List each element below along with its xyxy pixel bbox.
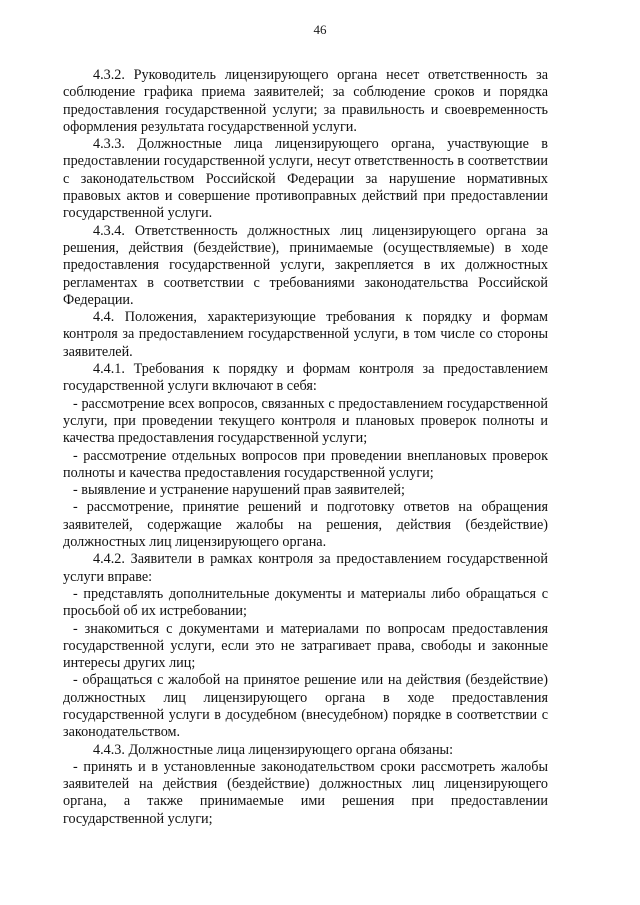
paragraph-4-4: 4.4. Положения, характеризующие требования к порядку и формам контроля за предоставлением государственной услуги, в том числе со стороны заявителей.: [63, 309, 548, 360]
paragraph-4-4-3: 4.4.3. Должностные лица лицензирующего органа обязаны:: [93, 741, 454, 758]
list-item: - принять и в установленные законодательством сроки рассмотреть жалобы заявителей на действия (бездействие) должностных лиц лицензирующего органа, а также принимаемые ими решения при предоставлении государственной услуги;: [63, 758, 548, 827]
list-item: - рассмотрение отдельных вопросов при проведении внеплановых проверок полноты и качества предоставления государственной услуги;: [63, 447, 548, 481]
paragraph-4-4-1: 4.4.1. Требования к порядку и формам контроля за предоставлением государственной услуги включают в себя:: [63, 361, 548, 395]
list-item: - выявление и устранение нарушений прав заявителей;: [73, 482, 405, 499]
document-body: [63, 67, 548, 828]
list-item: - представлять дополнительные документы и материалы либо обращаться с просьбой об их истребовании;: [63, 585, 548, 620]
paragraph-4-3-2: 4.3.2. Руководитель лицензирующего органа несет ответственность за соблюдение графика приема заявителей; за соблюдение сроков и порядка предоставления государственной услуги; за правильность и своевременность оформления результата государственной услуги.: [63, 67, 548, 135]
list-item: - знакомиться с документами и материалами по вопросам предоставления государственной услуги, если это не затрагивает права, свободы и законные интересы других лиц;: [63, 620, 548, 672]
list-item: - рассмотрение всех вопросов, связанных с предоставлением государственной услуги, при проведении текущего контроля и плановых проверок полноты и качества предоставления государственной услуги;: [63, 395, 548, 447]
paragraph-4-3-3: 4.3.3. Должностные лица лицензирующего органа, участвующие в предоставлении государственной услуги, несут ответственность в соответствии с законодательством Российской Федерации за нарушение нормативных правовых актов и совершение противоправных действий при предоставлении государственной услуги.: [63, 136, 548, 222]
paragraph-4-4-2: 4.4.2. Заявители в рамках контроля за предоставлением государственной услуги вправе:: [63, 551, 548, 585]
page-number: 46: [313, 22, 327, 37]
paragraph-4-3-4: 4.3.4. Ответственность должностных лиц лицензирующего органа за решения, действия (бездействие), принимаемые (осуществляемые) в ходе предоставления государственной услуги, закрепляется в их должностных регламентах в соответствии с требованиями законодательства Российской Федерации.: [63, 222, 548, 308]
list-item: - обращаться с жалобой на принятое решение или на действия (бездействие) должностных лиц лицензирующего органа в ходе предоставления государственной услуги в досудебном (внесудебном) порядке в соответствии с законодательством.: [63, 672, 548, 741]
list-item: - рассмотрение, принятие решений и подготовку ответов на обращения заявителей, содержащие жалобы на решения, действия (бездействие) должностных лиц лицензирующего органа.: [63, 499, 548, 551]
